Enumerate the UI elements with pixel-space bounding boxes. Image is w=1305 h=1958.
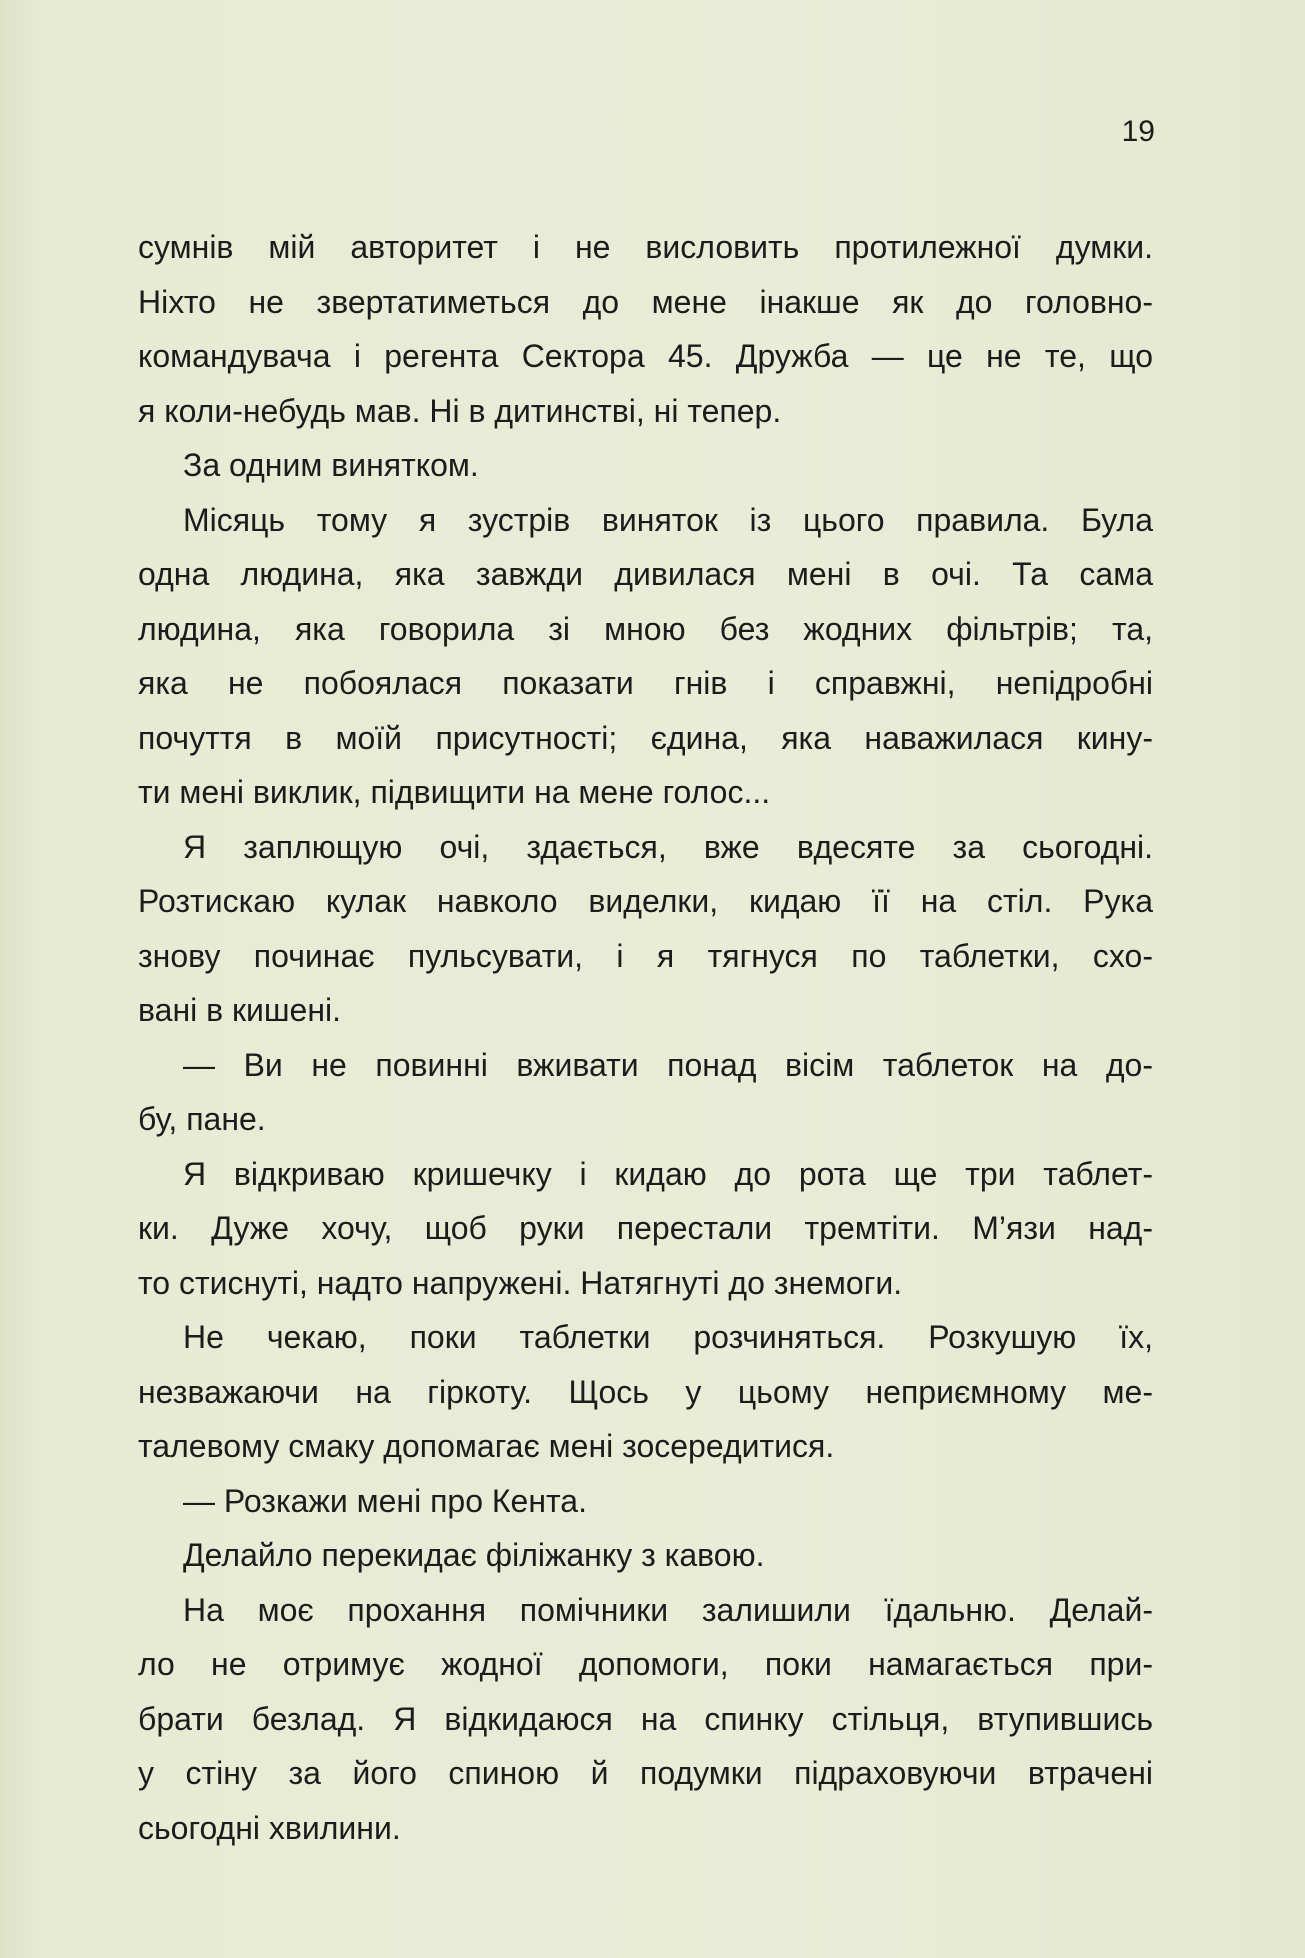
text-line: бу, пане. (138, 1101, 266, 1137)
text-line: Місяць тому я зустрів виняток із цього правила. Була (183, 501, 1153, 538)
text-line: Ніхто не звертатиметься до мене інакше як до головно- (138, 283, 1153, 320)
text-line: знову починає пульсувати, і я тягнуся по таблетки, схо- (138, 937, 1153, 974)
text-line: ти мені виклик, підвищити на мене голос... (138, 774, 771, 810)
text-line: Розтискаю кулак навколо виделки, кидаю її на стіл. Рука (138, 883, 1153, 919)
text-line: Делайло перекидає філіжанку з кавою. (183, 1537, 765, 1573)
text-line: я коли-небудь мав. Ні в дитинстві, ні тепер. (138, 392, 782, 429)
text-line: ки. Дуже хочу, щоб руки перестали тремтіти. М’язи над- (138, 1210, 1153, 1246)
text-line: вані в кишені. (138, 992, 342, 1028)
text-line: — Розкажи мені про Кента. (183, 1482, 587, 1519)
text-line: сьогодні хвилини. (138, 1809, 401, 1846)
body-text (138, 220, 1153, 1855)
text-line: Я заплющую очі, здається, вже вдесяте за сьогодні. (183, 828, 1153, 865)
text-line: почуття в моїй присутності; єдина, яка наважилася кину- (138, 719, 1153, 756)
text-line: незважаючи на гіркоту. Щось у цьому неприємному ме- (138, 1373, 1153, 1410)
text-line: брати безлад. Я відкидаюся на спинку стільця, втупившись (138, 1700, 1153, 1737)
text-line: За одним винятком. (183, 447, 479, 483)
text-line: — Ви не повинні вживати понад вісім таблеток на до- (183, 1046, 1153, 1083)
text-line: сумнів мій авторитет і не висловить протилежної думки. (138, 229, 1153, 265)
text-line: то стиснуті, надто напружені. Натягнуті до знемоги. (138, 1264, 903, 1301)
text-line: Не чекаю, поки таблетки розчиняться. Розкушую їх, (183, 1319, 1153, 1355)
text-line: яка не побоялася показати гнів і справжні, непідробні (138, 665, 1153, 701)
text-line: Я відкриваю кришечку і кидаю до рота ще три таблет- (183, 1155, 1153, 1192)
text-line: талевому смаку допомагає мені зосередитися. (138, 1428, 835, 1464)
text-line: людина, яка говорила зі мною без жодних фільтрів; та, (138, 610, 1153, 647)
text-line: На моє прохання помічники залишили їдальню. Делай- (183, 1591, 1153, 1628)
page-number: 19 (1121, 115, 1155, 148)
text-line: командувача і регента Сектора 45. Дружба — це не те, що (138, 338, 1153, 374)
text-line: ло не отримує жодної допомоги, поки намагається при- (138, 1646, 1153, 1682)
text-line: одна людина, яка завжди дивилася мені в очі. Та сама (138, 556, 1153, 592)
text-line: у стіну за його спиною й подумки підраховуючи втрачені (138, 1755, 1153, 1791)
